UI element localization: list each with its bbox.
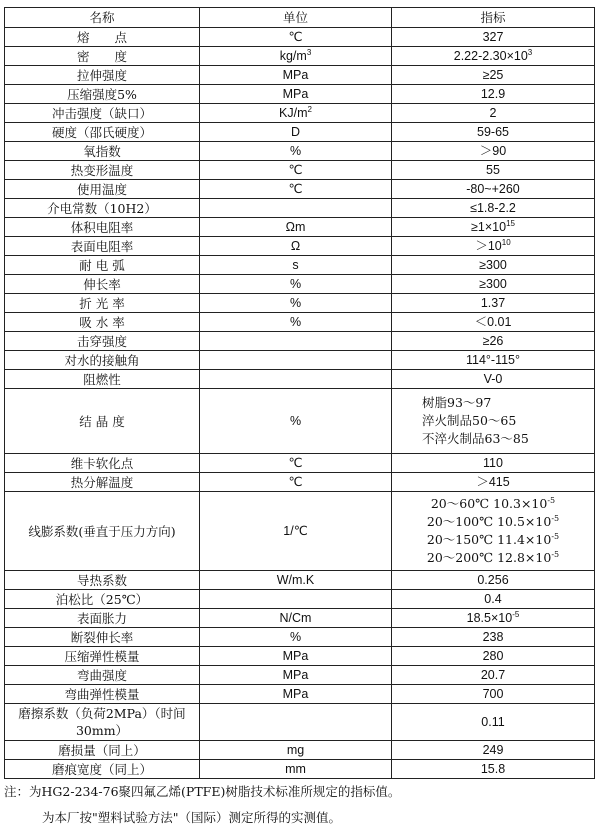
- property-value: [392, 590, 595, 609]
- property-name: [5, 389, 200, 454]
- property-name: [5, 647, 200, 666]
- property-unit: [200, 647, 392, 666]
- property-value-text: ≥300: [479, 257, 507, 272]
- property-name-text: 压缩弹性模量: [64, 648, 140, 664]
- property-unit-text: KJ/m: [279, 105, 308, 120]
- property-value-text: 249: [482, 742, 504, 757]
- property-value: [392, 294, 595, 313]
- value-line: 淬火制品50～65: [422, 413, 517, 428]
- property-name: [5, 666, 200, 685]
- table-row: [5, 332, 595, 351]
- property-value-text: 18.5×10: [466, 610, 513, 625]
- property-unit-text: %: [289, 413, 302, 428]
- property-document: [4, 0, 594, 831]
- property-value: [392, 123, 595, 142]
- value-line-text: 20～100℃ 10.5×10: [426, 514, 552, 529]
- property-unit-text: Ω: [290, 238, 301, 253]
- property-unit-text: 1/℃: [283, 523, 308, 538]
- table-row: [5, 47, 595, 66]
- property-name-text: 维卡软化点: [70, 455, 134, 471]
- property-unit-text: s: [292, 257, 299, 272]
- property-name-text: 磨损量（同上）: [58, 742, 146, 758]
- property-unit: [200, 704, 392, 741]
- table-row: [5, 609, 595, 628]
- property-value: [392, 628, 595, 647]
- value-line-text: 20～60℃ 10.3×10: [430, 496, 548, 511]
- property-name-text: 介电常数（10H2）: [47, 200, 157, 216]
- property-unit: [200, 628, 392, 647]
- property-value: [392, 370, 595, 389]
- property-name: [5, 85, 200, 104]
- property-unit: [200, 571, 392, 590]
- table-row: [5, 454, 595, 473]
- property-value: [392, 161, 595, 180]
- property-name: [5, 218, 200, 237]
- table-row: [5, 180, 595, 199]
- property-unit-text: MPa: [282, 648, 309, 663]
- property-name: [5, 256, 200, 275]
- property-name: [5, 161, 200, 180]
- property-value: [392, 313, 595, 332]
- property-unit-text: %: [289, 629, 302, 644]
- table-row: [5, 85, 595, 104]
- property-name-text: 对水的接触角: [64, 352, 140, 368]
- property-unit-text: %: [289, 143, 302, 158]
- property-name: [5, 473, 200, 492]
- property-unit: [200, 199, 392, 218]
- table-row-crystallinity: [5, 389, 595, 454]
- property-value: [392, 454, 595, 473]
- property-value-text: ＞415: [476, 474, 510, 489]
- value-line-text: 20～200℃ 12.8×10: [426, 550, 552, 565]
- property-value-text: 15.8: [480, 761, 506, 776]
- property-name-text: 热变形温度: [70, 162, 134, 178]
- table-row: [5, 104, 595, 123]
- property-name-text: 泊松比（25℃）: [55, 591, 149, 607]
- property-value-superscript: 10: [501, 237, 511, 247]
- table-row: [5, 473, 595, 492]
- property-value-text: 59-65: [477, 124, 509, 139]
- property-unit: [200, 123, 392, 142]
- property-unit: [200, 590, 392, 609]
- table-row: [5, 275, 595, 294]
- property-name: [5, 685, 200, 704]
- property-name-text: 磨痕宽度（同上）: [51, 761, 152, 777]
- property-value: [392, 571, 595, 590]
- property-name: [5, 741, 200, 760]
- property-value-list: [392, 389, 595, 454]
- property-name: [5, 237, 200, 256]
- value-line: 树脂93～97: [422, 395, 492, 410]
- property-name: [5, 180, 200, 199]
- property-unit: [200, 142, 392, 161]
- property-value-text: 2: [489, 105, 497, 120]
- property-unit: [200, 47, 392, 66]
- property-name-text: 弯曲强度: [76, 667, 127, 683]
- property-unit: [200, 275, 392, 294]
- note-1: 注：为HG2-234-76聚四氟乙烯(PTFE)树脂技术标准所规定的指标值。: [4, 784, 401, 799]
- table-body: [5, 8, 595, 779]
- property-value-text: 238: [482, 629, 504, 644]
- property-unit-superscript: 3: [306, 47, 312, 57]
- property-name-text: 拉伸强度: [76, 67, 127, 83]
- property-unit: [200, 492, 392, 571]
- property-value: [392, 685, 595, 704]
- property-name: [5, 609, 200, 628]
- property-unit: [200, 237, 392, 256]
- table-row: [5, 685, 595, 704]
- property-name: [5, 199, 200, 218]
- property-value-text: 110: [483, 455, 503, 470]
- value-line-superscript: -5: [547, 496, 556, 505]
- table-row: [5, 142, 595, 161]
- property-unit-text: ℃: [288, 474, 303, 489]
- property-unit-text: W/m.K: [276, 572, 315, 587]
- property-value: [392, 473, 595, 492]
- property-name: [5, 492, 200, 571]
- property-value-text: 2.22-2.30×10: [453, 48, 528, 63]
- table-header-row: [5, 8, 595, 28]
- property-name-text: 阻燃性: [83, 371, 121, 387]
- property-value: [392, 666, 595, 685]
- property-name-text: 冲击强度（缺口）: [51, 105, 152, 121]
- property-name-text: 击穿强度: [76, 333, 127, 349]
- property-value-text: 12.9: [480, 86, 506, 101]
- property-name-text: 表面胀力: [76, 610, 127, 626]
- property-value-superscript: -5: [512, 609, 520, 619]
- value-line: [394, 495, 592, 513]
- note-2: 为本厂按"塑料试验方法"（国际）测定所得的实测值。: [42, 810, 342, 825]
- property-value-text: ＞90: [479, 143, 507, 158]
- property-name-text: 密 度: [76, 48, 127, 64]
- property-unit-text: ℃: [288, 162, 303, 177]
- property-unit: [200, 332, 392, 351]
- property-value-text: V-0: [483, 371, 503, 386]
- property-value-superscript: 15: [506, 218, 515, 228]
- property-unit: [200, 370, 392, 389]
- property-name-text: 使用温度: [76, 181, 127, 197]
- column-header-value: 指标: [392, 8, 595, 28]
- property-unit: [200, 180, 392, 199]
- property-name: [5, 294, 200, 313]
- table-row: [5, 571, 595, 590]
- property-value: [392, 760, 595, 779]
- property-unit: [200, 313, 392, 332]
- property-unit: [200, 218, 392, 237]
- property-value: [392, 741, 595, 760]
- property-unit-text: kg/m: [279, 48, 307, 63]
- property-unit: [200, 760, 392, 779]
- property-unit: [200, 294, 392, 313]
- table-row: [5, 370, 595, 389]
- property-name-text: 耐 电 弧: [79, 257, 125, 273]
- property-value: [392, 704, 595, 741]
- property-name: [5, 28, 200, 47]
- property-unit: [200, 256, 392, 275]
- property-value: [392, 609, 595, 628]
- property-value-text: 0.4: [484, 591, 502, 606]
- property-name-text: 表面电阻率: [70, 238, 134, 254]
- property-value-text: 700: [482, 686, 504, 701]
- table-row: [5, 28, 595, 47]
- property-value-text: ≥1×10: [471, 219, 507, 234]
- property-value-text: ≤1.8-2.2: [470, 200, 516, 215]
- property-name: [5, 351, 200, 370]
- property-value-text: 114°-115°: [465, 352, 521, 367]
- ptfe-properties-table: [4, 7, 595, 779]
- property-name: [5, 370, 200, 389]
- property-value-text: ≥26: [482, 333, 504, 348]
- property-unit-text: %: [289, 276, 302, 291]
- property-value: [392, 142, 595, 161]
- property-value-superscript: 3: [527, 47, 533, 57]
- property-value-text: 280: [482, 648, 504, 663]
- property-unit-text: mm: [285, 761, 306, 776]
- property-value: [392, 218, 595, 237]
- value-line-superscript: -5: [551, 532, 560, 541]
- table-row: [5, 647, 595, 666]
- table-row: [5, 760, 595, 779]
- table-row-friction: [5, 704, 595, 741]
- property-name: [5, 142, 200, 161]
- column-header-name: 名称: [5, 8, 200, 28]
- property-value-text: 0.256: [477, 572, 509, 587]
- table-row: [5, 199, 595, 218]
- property-name: [5, 66, 200, 85]
- property-name-text: 吸 水 率: [79, 314, 125, 330]
- table-row: [5, 666, 595, 685]
- value-line-superscript: -5: [551, 514, 560, 523]
- property-unit-text: ℃: [288, 29, 303, 44]
- property-value: [392, 66, 595, 85]
- property-unit-text: D: [290, 124, 301, 139]
- property-value: [392, 237, 595, 256]
- property-unit-superscript: 2: [307, 104, 312, 114]
- property-value-text: ≥25: [482, 67, 504, 82]
- property-unit-text: MPa: [282, 667, 309, 682]
- value-line: [394, 549, 592, 567]
- value-line-text: 20～150℃ 11.4×10: [426, 532, 552, 547]
- property-unit: [200, 351, 392, 370]
- property-unit: [200, 609, 392, 628]
- property-value-text: 0.11: [481, 714, 505, 729]
- value-line: 不淬火制品63～85: [422, 431, 529, 446]
- table-row: [5, 218, 595, 237]
- property-name-text: 熔 点: [76, 29, 127, 45]
- property-name: [5, 313, 200, 332]
- cropped-header-strip: [4, 0, 594, 7]
- property-unit-text: %: [289, 314, 302, 329]
- property-unit: [200, 161, 392, 180]
- property-name: [5, 47, 200, 66]
- property-name-text: 导热系数: [76, 572, 127, 588]
- value-line: [394, 531, 592, 549]
- property-value: [392, 647, 595, 666]
- notes: [4, 779, 594, 831]
- property-unit-text: N/Cm: [279, 610, 312, 625]
- table-row: [5, 313, 595, 332]
- property-unit: [200, 85, 392, 104]
- property-value: [392, 351, 595, 370]
- property-name: [5, 628, 200, 647]
- property-value-list: [392, 492, 595, 571]
- table-row: [5, 294, 595, 313]
- property-value: [392, 199, 595, 218]
- property-unit-text: MPa: [282, 86, 309, 101]
- property-value-text: ＜0.01: [474, 314, 512, 329]
- property-value-text: 55: [486, 162, 500, 177]
- property-value-text: ≥300: [479, 276, 507, 291]
- property-unit: [200, 666, 392, 685]
- table-row: [5, 123, 595, 142]
- property-unit-text: ℃: [288, 455, 303, 470]
- property-unit: [200, 454, 392, 473]
- property-unit-text: MPa: [282, 67, 309, 82]
- table-row: [5, 741, 595, 760]
- property-unit: [200, 389, 392, 454]
- table-row: [5, 161, 595, 180]
- property-name-text: 磨擦系数（负荷2MPa）（时间30mm）: [18, 706, 186, 738]
- property-value: [392, 275, 595, 294]
- property-name: [5, 454, 200, 473]
- property-unit: [200, 473, 392, 492]
- property-name-text: 结 晶 度: [79, 413, 125, 429]
- property-value: [392, 47, 595, 66]
- property-name: [5, 275, 200, 294]
- table-row: [5, 628, 595, 647]
- value-line: [394, 513, 592, 531]
- property-name-text: 折 光 率: [79, 295, 125, 311]
- property-name-text: 线膨系数(垂直于压力方向): [28, 523, 176, 539]
- property-value: [392, 28, 595, 47]
- property-name-text: 伸长率: [83, 276, 121, 292]
- property-value-text: 20.7: [480, 667, 506, 682]
- property-value: [392, 180, 595, 199]
- property-unit: [200, 28, 392, 47]
- table-row: [5, 66, 595, 85]
- property-value-text: 327: [482, 29, 504, 44]
- property-value-text: -80~+260: [466, 181, 520, 196]
- property-name: [5, 704, 200, 741]
- property-name: [5, 760, 200, 779]
- property-value: [392, 332, 595, 351]
- property-unit-text: Ωm: [285, 219, 306, 234]
- property-name-text: 体积电阻率: [70, 219, 134, 235]
- property-name-text: 断裂伸长率: [70, 629, 134, 645]
- property-name-text: 氧指数: [83, 143, 121, 159]
- property-unit-text: %: [289, 295, 302, 310]
- property-name: [5, 590, 200, 609]
- property-unit-text: MPa: [282, 686, 309, 701]
- property-value: [392, 104, 595, 123]
- column-header-unit: 单位: [200, 8, 392, 28]
- table-row-expansion: [5, 492, 595, 571]
- property-value-text: ＞10: [475, 238, 502, 253]
- property-unit: [200, 66, 392, 85]
- property-name: [5, 123, 200, 142]
- property-name: [5, 571, 200, 590]
- table-row: [5, 590, 595, 609]
- property-unit: [200, 685, 392, 704]
- table-row: [5, 256, 595, 275]
- property-name: [5, 332, 200, 351]
- property-name-text: 压缩强度5%: [67, 86, 137, 102]
- property-name-text: 弯曲弹性模量: [64, 686, 140, 702]
- property-unit: [200, 741, 392, 760]
- table-row: [5, 351, 595, 370]
- property-name: [5, 104, 200, 123]
- property-unit: [200, 104, 392, 123]
- property-value: [392, 256, 595, 275]
- property-name-text: 热分解温度: [70, 474, 134, 490]
- table-row: [5, 237, 595, 256]
- property-value: [392, 85, 595, 104]
- value-line-superscript: -5: [551, 550, 560, 559]
- property-name-text: 硬度（邵氏硬度）: [51, 124, 152, 140]
- property-unit-text: mg: [286, 742, 305, 757]
- property-value-text: 1.37: [480, 295, 506, 310]
- property-unit-text: ℃: [288, 181, 303, 196]
